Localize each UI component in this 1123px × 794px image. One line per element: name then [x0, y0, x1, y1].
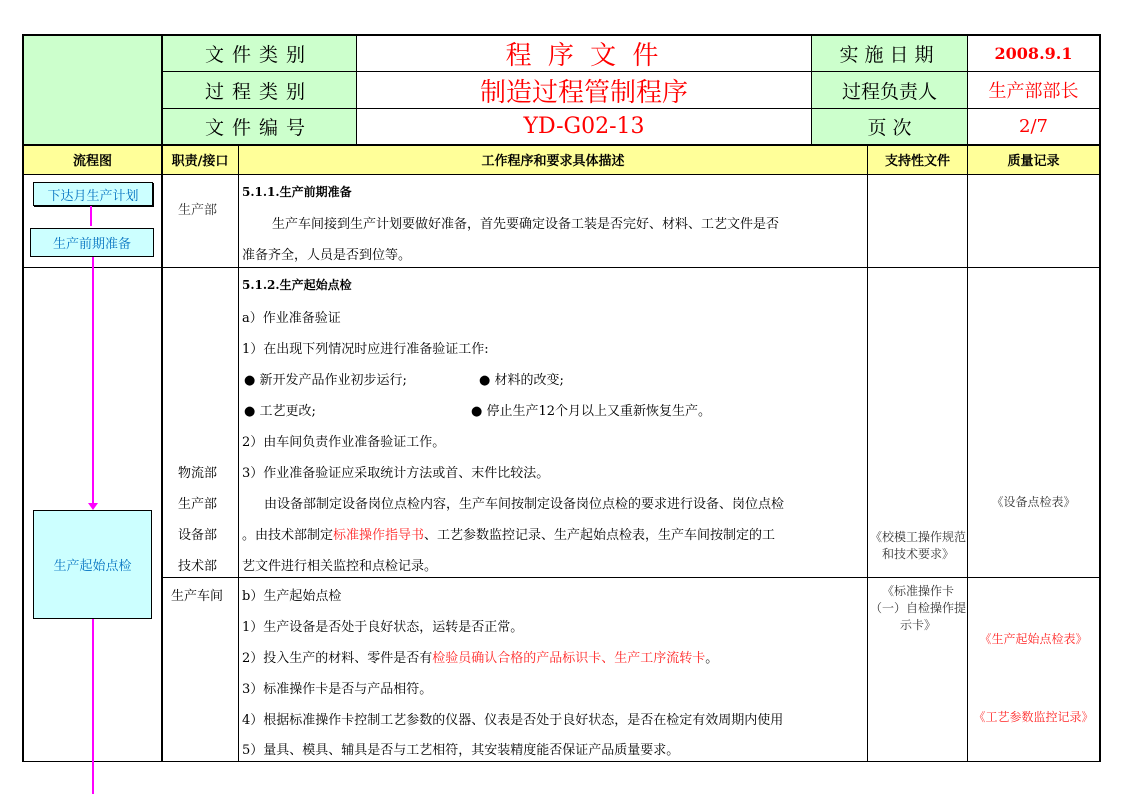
- header-logo-cell: [23, 34, 162, 145]
- label-page: 页 次: [867, 117, 912, 139]
- section3-b: b）生产起始点检: [242, 589, 342, 604]
- section2-l2: 2）由车间负责作业准备验证工作。: [242, 435, 446, 450]
- section3-l1: 1）生产设备是否处于良好状态，运转是否正常。: [242, 620, 524, 635]
- section1-role: 生产部: [178, 203, 218, 218]
- process-owner: 生产部部长: [988, 81, 1079, 102]
- section2-bullet3: ● 工艺更改;: [244, 404, 316, 419]
- section3-role: 生产车间: [171, 589, 224, 604]
- section3-l3: 3）标准操作卡是否与产品相符。: [242, 682, 433, 697]
- label-process-category: 过程类别: [204, 80, 313, 103]
- col-description: 工作程序和要求具体描述: [481, 154, 625, 169]
- flow-box-pre-production: 生产前期准备: [30, 228, 154, 257]
- section2-role-logistics: 物流部: [178, 466, 218, 481]
- flow-box-monthly-plan: 下达月生产计划: [33, 182, 153, 206]
- page-number: 2/7: [1019, 116, 1048, 137]
- section2-l1: 1）在出现下列情况时应进行准备验证工作:: [242, 342, 489, 357]
- section3-record-start-check: 《生产起始点检表》: [979, 631, 1088, 646]
- label-process-owner: 过程负责人: [841, 80, 937, 103]
- col-flowchart: 流程图: [72, 154, 112, 169]
- col-quality-records: 质量记录: [1007, 154, 1060, 169]
- section2-support: 《校模工操作规范和技术要求》: [870, 530, 967, 561]
- col-responsibility: 职责/接口: [171, 154, 229, 169]
- section2-role-technology: 技术部: [178, 559, 218, 574]
- section2-p3: 艺文件进行相关监控和点检记录。: [242, 559, 438, 574]
- section1-title: 5.1.1.生产前期准备: [242, 185, 352, 199]
- label-file-number: 文件编号: [204, 117, 313, 139]
- col-supporting-docs: 支持性文件: [884, 154, 950, 169]
- section2-p2: 。由技术部制定标准操作指导书、工艺参数监控记录、生产起始点检表，生产车间按制定的工: [242, 528, 776, 543]
- section2-title: 5.1.2.生产起始点检: [242, 278, 352, 292]
- flow-box-start-check: 生产起始点检: [33, 510, 152, 619]
- section2-role-production: 生产部: [178, 497, 218, 512]
- section1-line2: 准备齐全，人员是否到位等。: [242, 248, 412, 263]
- section3-l5: 5）量具、模具、辅具是否与工艺相符，其安装精度能否保证产品质量要求。: [242, 743, 680, 758]
- section2-l3: 3）作业准备验证应采取统计方法或首、末件比较法。: [242, 466, 550, 481]
- flow-arrow-1: [90, 206, 92, 226]
- section2-a: a）作业准备验证: [242, 311, 341, 326]
- section2-bullet4: ● 停止生产12个月以上又重新恢复生产。: [471, 404, 712, 419]
- flow-line-2: [92, 257, 94, 505]
- label-implementation-date: 实施日期: [839, 44, 940, 66]
- section2-record: 《设备点检表》: [991, 494, 1076, 509]
- document-number: YD-G02-13: [523, 114, 645, 139]
- section3-support: 《标准操作卡（一）自检操作提示卡》: [870, 583, 967, 632]
- section2-bullet1: ● 新开发产品作业初步运行;: [244, 373, 407, 388]
- section3-l4: 4）根据标准操作卡控制工艺参数的仪器、仪表是否处于良好状态，是否在检定有效周期内使用: [242, 713, 784, 728]
- label-file-category: 文件类别: [204, 44, 313, 66]
- section3-l2-highlight: 检验员确认合格的产品标识卡、生产工序流转卡: [432, 651, 706, 666]
- implementation-date: 2008.9.1: [994, 44, 1073, 63]
- section2-bullet2: ● 材料的改变;: [479, 373, 564, 388]
- section3-l2: 2）投入生产的材料、零件是否有检验员确认合格的产品标识卡、生产工序流转卡。: [242, 651, 719, 666]
- section1-line1: 生产车间接到生产计划要做好准备，首先要确定设备工装是否完好、材料、工艺文件是否: [272, 217, 780, 232]
- flow-arrowhead-2: [88, 503, 98, 510]
- section2-p2-highlight: 标准操作指导书: [333, 528, 425, 543]
- section2-p1: 由设备部制定设备岗位点检内容，生产车间按制定设备岗位点检的要求进行设备、岗位点检: [264, 497, 785, 512]
- section3-record-process-params: 《工艺参数监控记录》: [973, 709, 1094, 724]
- flow-line-3: [92, 619, 94, 794]
- document-type-title: 程 序 文 件: [505, 41, 663, 71]
- process-name-title: 制造过程管制程序: [479, 77, 688, 108]
- section2-role-equipment: 设备部: [178, 528, 218, 543]
